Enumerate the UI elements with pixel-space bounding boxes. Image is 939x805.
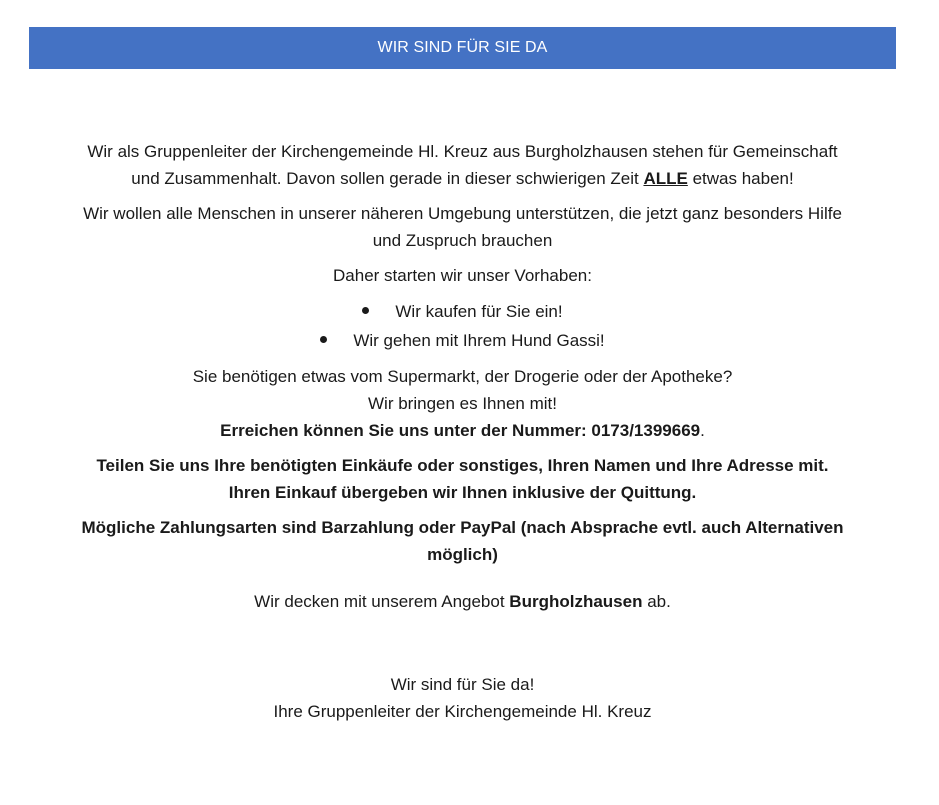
support-line-1: Wir wollen alle Menschen in unserer näheren Umgebung unterstützen, die jetzt ganz besonders Hilfe [83,204,842,223]
intro-emphasis: ALLE [643,169,688,188]
support-line-2: und Zuspruch brauchen [372,231,553,250]
intro-line-2-prefix: und Zusammenhalt. Davon sollen gerade in dieser schwierigen Zeit [131,169,644,188]
needs-line-2: Wir bringen es Ihnen mit! [368,394,557,413]
instructions-line-1: Teilen Sie uns Ihre benötigten Einkäufe oder sonstiges, Ihren Namen und Ihre Adresse mit. [96,456,829,475]
list-item [29,297,896,326]
offers-list [29,297,896,355]
needs-line-1: Sie benötigen etwas vom Supermarkt, der Drogerie oder der Apotheke? [192,367,733,386]
closing-line-1: Wir sind für Sie da! [390,675,535,694]
list-item [29,326,896,355]
intro-line-1: Wir als Gruppenleiter der Kirchengemeinde Hl. Kreuz aus Burgholzhausen stehen für Gemeinschaft [87,142,838,161]
intro-paragraph [29,138,896,192]
bullet-icon [362,307,369,314]
contact-number: Erreichen können Sie uns unter der Nummer: 0173/1399669 [220,421,701,440]
banner-title: WIR SIND FÜR SIE DA [377,39,548,56]
header-banner [29,27,896,69]
payment-line-1: Mögliche Zahlungsarten sind Barzahlung oder PayPal (nach Absprache evtl. auch Alternativen [81,518,844,537]
intro-line-2-suffix: etwas haben! [687,169,794,188]
closing-signature: Ihre Gruppenleiter der Kirchengemeinde Hl. Kreuz [273,702,652,721]
support-paragraph [29,200,896,254]
closing-paragraph [29,671,896,725]
needs-paragraph [29,363,896,444]
coverage-suffix: ab. [642,592,671,611]
contact-end: . [700,421,705,440]
flyer-body [29,138,896,725]
instructions-line-2: Ihren Einkauf übergeben wir Ihnen inklusive der Quittung. [228,483,697,502]
offer-text: Wir kaufen für Sie ein! [395,302,563,321]
coverage-place: Burgholzhausen [509,592,643,611]
coverage-prefix: Wir decken mit unserem Angebot [254,592,510,611]
project-intro: Daher starten wir unser Vorhaben: [333,266,592,285]
payment-line-2: möglich) [427,545,498,564]
intro-line-2 [29,165,896,192]
coverage-line [29,588,896,615]
instructions-paragraph [29,452,896,506]
payment-paragraph [29,514,896,568]
offer-text: Wir gehen mit Ihrem Hund Gassi! [353,331,605,350]
bullet-icon [320,336,327,343]
contact-line [29,417,896,444]
